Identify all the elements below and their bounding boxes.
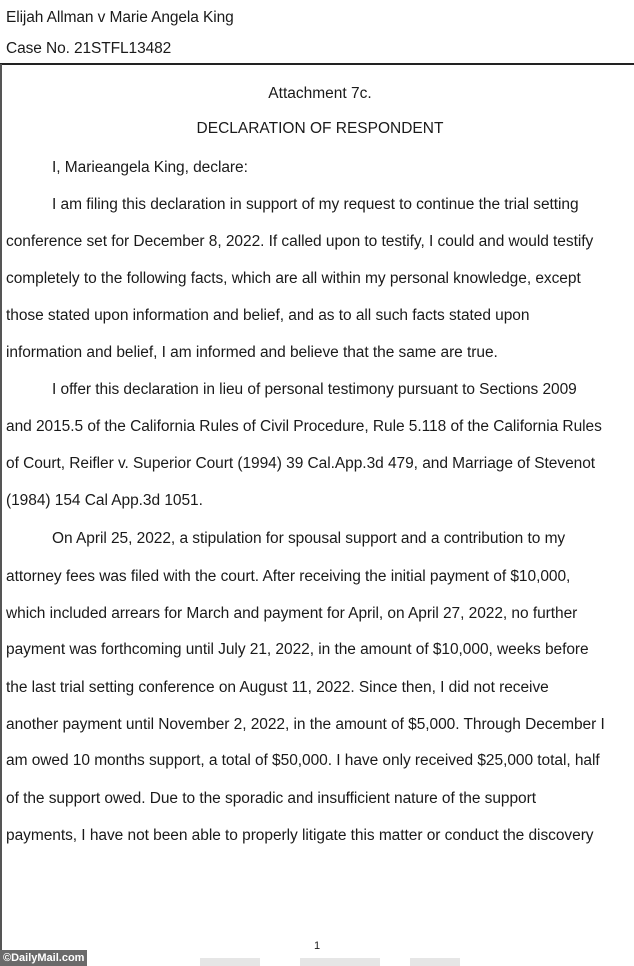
declaration-line: information and belief, I am informed and believe that the same are true. bbox=[6, 344, 498, 361]
declaration-line: completely to the following facts, which are all within my personal knowledge, except bbox=[6, 270, 581, 287]
left-margin-line bbox=[0, 64, 2, 966]
declaration-line: of the support owed. Due to the sporadic and insufficient nature of the support bbox=[6, 790, 536, 807]
declaration-title: DECLARATION OF RESPONDENT bbox=[196, 120, 444, 137]
declaration-line: attorney fees was filed with the court. After receiving the initial payment of $10,000, bbox=[6, 568, 571, 585]
declaration-line: I am filing this declaration in support of my request to continue the trial setting bbox=[52, 196, 579, 213]
scan-artifact bbox=[410, 958, 460, 966]
page-number: 1 bbox=[314, 940, 321, 952]
declaration-line: I offer this declaration in lieu of personal testimony pursuant to Sections 2009 bbox=[52, 381, 577, 398]
declaration-line: (1984) 154 Cal App.3d 1051. bbox=[6, 492, 203, 509]
declaration-line: I, Marieangela King, declare: bbox=[52, 159, 248, 176]
declaration-line: payment was forthcoming until July 21, 2022, in the amount of $10,000, weeks before bbox=[6, 641, 589, 658]
declaration-line: am owed 10 months support, a total of $50,000. I have only received $25,000 total, half bbox=[6, 752, 600, 769]
case-number: Case No. 21STFL13482 bbox=[6, 40, 172, 57]
declaration-line: of Court, Reifler v. Superior Court (1994) 39 Cal.App.3d 479, and Marriage of Stevenot bbox=[6, 455, 596, 472]
declaration-line: payments, I have not been able to properly litigate this matter or conduct the discovery bbox=[6, 827, 594, 844]
declaration-line: which included arrears for March and payment for April, on April 27, 2022, no further bbox=[6, 605, 578, 622]
declaration-line: the last trial setting conference on August 11, 2022. Since then, I did not receive bbox=[6, 679, 549, 696]
dailymail-watermark: ©DailyMail.com bbox=[0, 950, 87, 966]
declaration-line: those stated upon information and belief, and as to all such facts stated upon bbox=[6, 307, 530, 324]
case-caption: Elijah Allman v Marie Angela King bbox=[6, 9, 234, 26]
declaration-line: On April 25, 2022, a stipulation for spousal support and a contribution to my bbox=[52, 530, 566, 547]
scan-artifact bbox=[300, 958, 380, 966]
declaration-line: conference set for December 8, 2022. If called upon to testify, I could and would testify bbox=[6, 233, 594, 250]
declaration-line: another payment until November 2, 2022, in the amount of $5,000. Through December I bbox=[6, 716, 605, 733]
header-divider bbox=[0, 63, 634, 65]
scan-artifact bbox=[200, 958, 260, 966]
declaration-line: and 2015.5 of the California Rules of Civil Procedure, Rule 5.118 of the California Rules bbox=[6, 418, 602, 435]
attachment-label: Attachment 7c. bbox=[268, 85, 372, 102]
